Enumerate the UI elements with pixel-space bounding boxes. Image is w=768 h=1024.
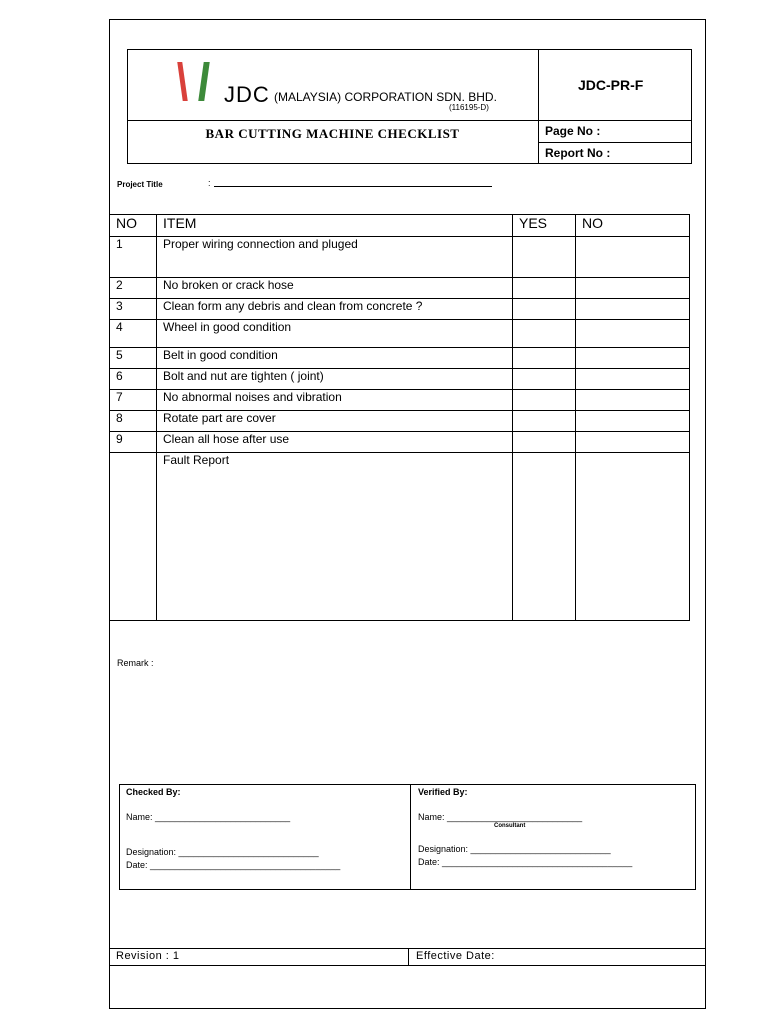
yes-checkbox-cell[interactable] [513, 411, 576, 432]
table-header-row [110, 215, 690, 237]
company-name-suffix: (MALAYSIA) CORPORATION SDN. BHD. [274, 90, 497, 104]
column-header-yes: YES [513, 215, 576, 237]
item-number: 5 [110, 348, 157, 369]
footer-divider [408, 948, 409, 966]
no-checkbox-cell[interactable] [576, 348, 690, 369]
project-title-field[interactable] [214, 186, 492, 187]
item-description: Clean form any debris and clean from concrete ? [157, 299, 513, 320]
item-number: 6 [110, 369, 157, 390]
verified-by-designation-field[interactable]: Designation: ____________________________ [418, 844, 611, 854]
no-checkbox-cell[interactable] [576, 432, 690, 453]
item-description: Wheel in good condition [157, 320, 513, 348]
no-checkbox-cell[interactable] [576, 320, 690, 348]
yes-checkbox-cell[interactable] [513, 453, 576, 621]
yes-checkbox-cell[interactable] [513, 237, 576, 278]
header-divider [538, 49, 539, 164]
checklist-row [110, 278, 690, 299]
item-description: Clean all hose after use [157, 432, 513, 453]
checklist-table [109, 214, 690, 621]
yes-checkbox-cell[interactable] [513, 432, 576, 453]
checklist-row [110, 432, 690, 453]
item-number: 2 [110, 278, 157, 299]
item-description: Proper wiring connection and pluged [157, 237, 513, 278]
item-number: 8 [110, 411, 157, 432]
yes-checkbox-cell[interactable] [513, 320, 576, 348]
checked-by-name-field[interactable]: Name: ___________________________ [126, 812, 291, 822]
checked-by-designation-field[interactable]: Designation: ____________________________ [126, 847, 319, 857]
item-number: 9 [110, 432, 157, 453]
column-header-no-answer: NO [576, 215, 690, 237]
no-checkbox-cell[interactable] [576, 299, 690, 320]
checklist-row [110, 348, 690, 369]
no-checkbox-cell[interactable] [576, 278, 690, 299]
checklist-row [110, 369, 690, 390]
no-checkbox-cell[interactable] [576, 369, 690, 390]
item-description: Belt in good condition [157, 348, 513, 369]
yes-checkbox-cell[interactable] [513, 369, 576, 390]
no-checkbox-cell[interactable] [576, 237, 690, 278]
item-description: Fault Report [157, 453, 513, 621]
no-checkbox-cell[interactable] [576, 390, 690, 411]
checklist-row [110, 320, 690, 348]
verified-by-date-field[interactable]: Date: ______________________________________ [418, 857, 633, 867]
no-checkbox-cell[interactable] [576, 411, 690, 432]
item-number: 4 [110, 320, 157, 348]
signoff-divider [410, 784, 411, 890]
revision-label: Revision : 1 [116, 950, 180, 962]
checklist-row [110, 390, 690, 411]
consultant-label: Consultant [494, 823, 526, 829]
header-divider [538, 142, 692, 143]
item-description: Bolt and nut are tighten ( joint) [157, 369, 513, 390]
item-number: 3 [110, 299, 157, 320]
header-divider [127, 120, 692, 121]
no-checkbox-cell[interactable] [576, 453, 690, 621]
column-header-no: NO [110, 215, 157, 237]
verified-by-title: Verified By: [418, 787, 468, 797]
item-description: No abnormal noises and vibration [157, 390, 513, 411]
item-description: No broken or crack hose [157, 278, 513, 299]
company-name: JDC [224, 82, 270, 107]
item-description: Rotate part are cover [157, 411, 513, 432]
verified-by-name-field[interactable]: Name: ___________________________ [418, 812, 583, 822]
checklist-row [110, 411, 690, 432]
column-header-item: ITEM [157, 215, 513, 237]
yes-checkbox-cell[interactable] [513, 278, 576, 299]
checklist-row [110, 453, 690, 621]
yes-checkbox-cell[interactable] [513, 299, 576, 320]
yes-checkbox-cell[interactable] [513, 390, 576, 411]
signoff-box [119, 784, 696, 890]
yes-checkbox-cell[interactable] [513, 348, 576, 369]
checked-by-date-field[interactable]: Date: ______________________________________ [126, 860, 341, 870]
document-code: JDC-PR-F [578, 77, 644, 93]
item-number [110, 453, 157, 621]
company-registration: (116195-D) [449, 103, 489, 112]
checklist-row [110, 299, 690, 320]
project-title-label: Project Title [117, 180, 163, 189]
page-no-label: Page No : [545, 124, 601, 138]
checklist-row [110, 237, 690, 278]
report-no-label: Report No : [545, 146, 611, 160]
project-title-colon: : [208, 178, 211, 188]
item-number: 7 [110, 390, 157, 411]
effective-date-label: Effective Date: [416, 950, 495, 962]
form-title: BAR CUTTING MACHINE CHECKLIST [205, 126, 460, 141]
checked-by-title: Checked By: [126, 787, 181, 797]
remark-label: Remark : [117, 658, 154, 668]
item-number: 1 [110, 237, 157, 278]
